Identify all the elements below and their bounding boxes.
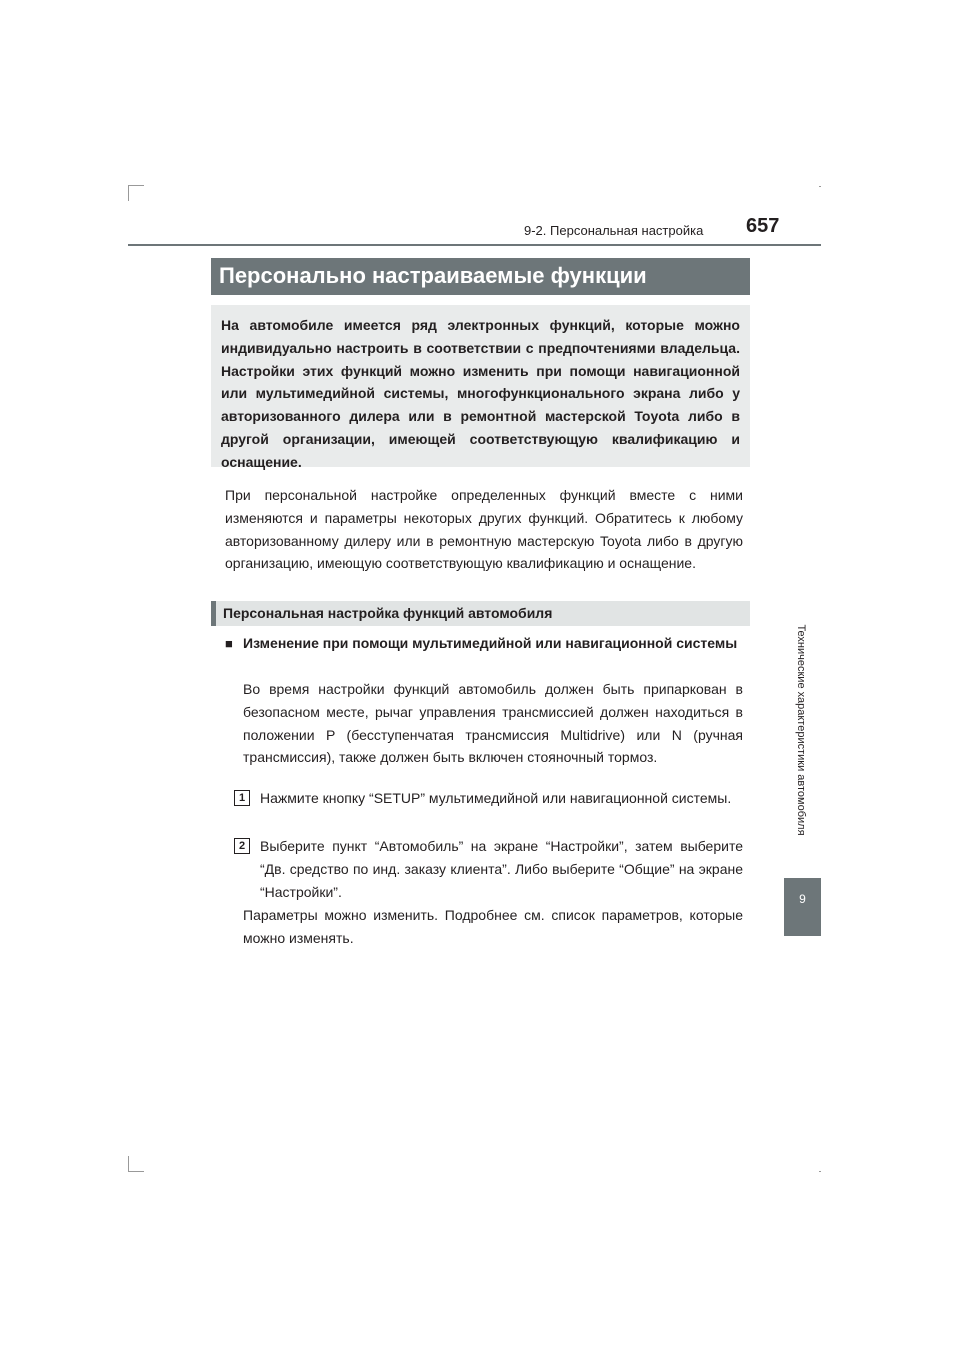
crop-mark [128, 1171, 144, 1172]
page-title: Персонально настраиваемые функции [219, 263, 647, 288]
chapter-number: 9 [799, 892, 806, 906]
crop-mark [819, 1171, 821, 1172]
body-paragraph: При персональной настройке определенных функций вместе с ними изменяются и параметры некоторых других функций. Обратитесь к любому авторизованному дилеру или в ремонтную мастерскую Toyota либо в другую организацию, имеющую соответствующую квалификацию и оснащение. [225, 487, 743, 572]
step-number-badge: 1 [234, 790, 250, 806]
page-title-bar [211, 258, 750, 295]
page-number: 657 [746, 215, 780, 237]
crop-mark [819, 186, 821, 187]
bullet-heading: Изменение при помощи мультимедийной или навигационной системы [243, 635, 738, 651]
header-section-title: 9-2. Персональная настройка [524, 223, 704, 238]
header-divider [128, 244, 821, 246]
closing-paragraph: Параметры можно изменить. Подробнее см. список параметров, которые можно изменять. [243, 907, 743, 946]
subheading-bar [211, 601, 750, 626]
step-text: Выберите пункт “Автомобиль” на экране “Настройки”, затем выберите “Дв. средство по инд. заказу клиента”. Либо выберите “Общие” на экране “Настройки”. [260, 838, 743, 900]
intro-text: На автомобиле имеется ряд электронных функций, которые можно индивидуально настроить в соответствии с предпочтениями владельца. Настройки этих функций можно изменить при помощи навигационной или мультимедийной системы, многофункционального экрана либо у авторизованного дилера или в ремонтной мастерской Toyota либо в другой организации, имеющей соответствующую квалификацию и оснащение. [221, 317, 740, 470]
crop-mark [128, 185, 144, 186]
bullet-square-icon: ■ [225, 636, 233, 651]
bullet-text: Во время настройки функций автомобиль должен быть припаркован в безопасном месте, рычаг управления трансмиссией должен находиться в положении P (бесступенчатая трансмиссия Multidrive) или N (ручная трансмиссия), также должен быть включен стояночный тормоз. [243, 681, 743, 766]
step-text: Нажмите кнопку “SETUP” мультимедийной или навигационной системы. [260, 790, 732, 806]
intro-box [211, 305, 750, 470]
step-number-badge: 2 [234, 838, 250, 854]
chapter-title: Технические характеристики автомобиля [795, 624, 807, 836]
chapter-tab [784, 878, 821, 936]
subheading: Персональная настройка функций автомобиля [223, 605, 553, 621]
crop-mark [128, 1156, 129, 1172]
chapter-side-label [786, 610, 816, 850]
subheading-accent [211, 601, 216, 626]
crop-mark [128, 185, 129, 201]
